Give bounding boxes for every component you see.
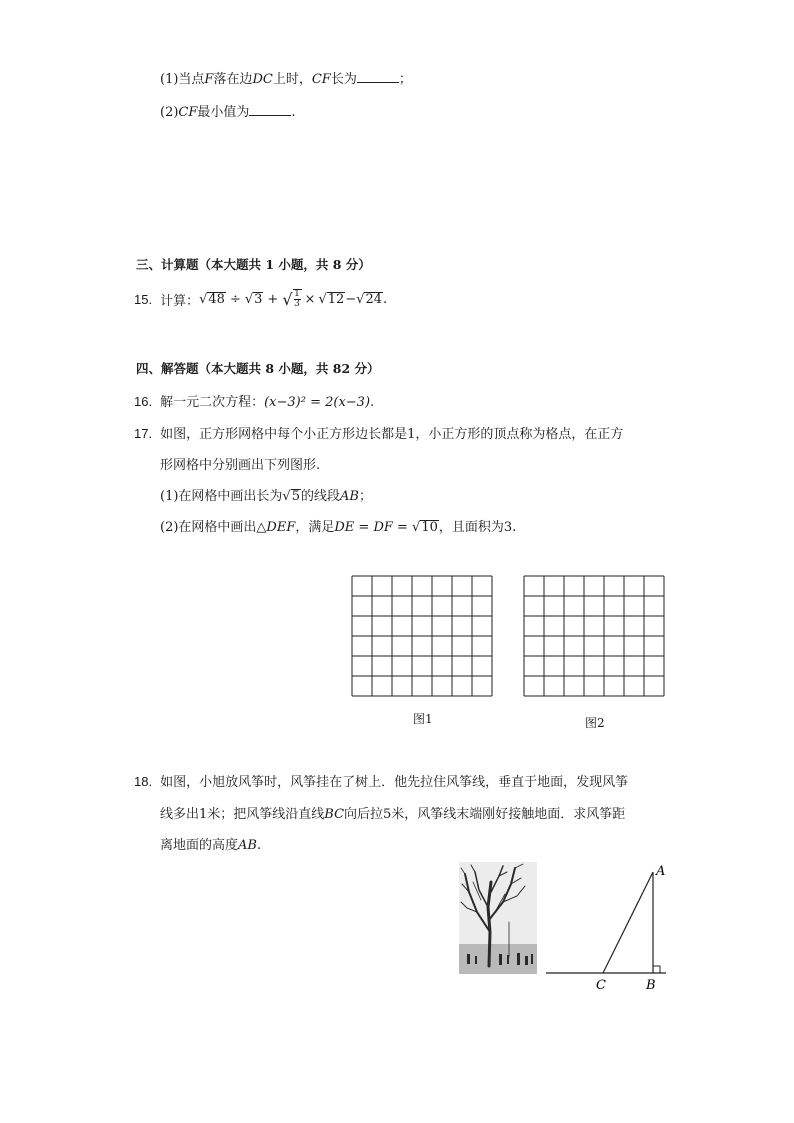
- right-angle-mark: [653, 966, 660, 973]
- q17-line2: 形网格中分别画出下列图形.: [160, 458, 321, 473]
- var-DC: DC: [252, 72, 273, 87]
- q17-number: 17.: [134, 426, 153, 441]
- var-DEF: DEF: [266, 520, 296, 535]
- label-A: A: [656, 864, 666, 879]
- q15-end: .: [383, 291, 388, 307]
- var-CF-2: CF: [178, 105, 198, 120]
- q18-text-1: 如图，小旭放风筝时，风筝挂在了树上．他先拉住风筝线，垂直于地面，发现风筝: [160, 775, 629, 790]
- label-C: C: [596, 978, 606, 993]
- kite-geometry-diagram: [540, 860, 680, 996]
- q16-equation: (x−3)² = 2(x−3): [264, 395, 371, 410]
- section4-heading: 四、解答题（本大题共 8 小题，共 82 分）: [136, 361, 380, 376]
- q14-p2-text: 最小值为: [197, 105, 250, 120]
- q17-p1-mid: 的线段: [301, 489, 341, 504]
- grid-figure-1[interactable]: [351, 575, 493, 697]
- var-AB-2: AB: [238, 838, 257, 853]
- grid-lines-2: [524, 576, 664, 696]
- op-minus: −: [345, 291, 357, 307]
- figure-2-caption: 图2: [585, 716, 605, 730]
- radicand-10: 10: [421, 520, 438, 535]
- op-divide: ÷: [229, 291, 241, 307]
- q17-p2-prefix: (2)在网格中画出△: [160, 520, 267, 535]
- q17-text-1: 如图，正方形网格中每个小正方形边长都是1，小正方形的顶点称为格点，在正方: [160, 427, 624, 442]
- q14-part2: [160, 101, 296, 120]
- radicand-3: 3: [254, 292, 263, 307]
- sqrt-sign-3: √: [282, 289, 293, 309]
- radicand-24: 24: [365, 292, 383, 307]
- sqrt-sign-5: √: [356, 291, 365, 307]
- label-B: B: [646, 978, 656, 993]
- q18-text-3-end: .: [256, 838, 262, 853]
- var-DE-DF: DE = DF =: [334, 520, 413, 535]
- q15-label: 计算：: [160, 293, 200, 309]
- radicand-5: 5: [291, 489, 300, 504]
- sqrt-sign-2: √: [244, 291, 254, 307]
- q17-p1-prefix: (1)在网格中画出长为: [160, 489, 283, 504]
- fraction-denominator: 3: [294, 299, 300, 309]
- q17-part2: [160, 516, 516, 535]
- grid-lines-1: [352, 576, 492, 696]
- q17-part1: [160, 485, 372, 504]
- q18-line1: [134, 771, 628, 790]
- op-plus: +: [267, 291, 279, 307]
- sqrt-sign-1: √: [199, 291, 208, 307]
- q14-p2-prefix: (2): [160, 105, 179, 120]
- q15-number: 15.: [134, 291, 153, 307]
- q14-p2-end: .: [291, 105, 296, 120]
- op-times: ×: [304, 291, 316, 307]
- answer-blank-2[interactable]: [249, 103, 291, 116]
- q18-line2: [160, 803, 625, 822]
- answer-blank-1[interactable]: [357, 70, 399, 83]
- sqrt-sign-4: √: [318, 291, 327, 307]
- segment-AC: [603, 872, 653, 973]
- q18-text-2a: 线多出1米；把风筝线沿直线: [160, 807, 325, 822]
- var-F: F: [204, 72, 214, 87]
- section3-heading: 三、计算题（本大题共 1 小题，共 8 分）: [136, 257, 371, 272]
- q18-number: 18.: [134, 774, 153, 789]
- q16-number: 16.: [134, 394, 153, 409]
- q18-line3: [160, 834, 261, 853]
- q17-p2-mid: ，满足: [295, 520, 335, 535]
- q18-text-3a: 离地面的高度: [160, 838, 239, 853]
- q14-p1-mid2: 上时，: [272, 72, 312, 87]
- q17-p1-end: ；: [358, 489, 372, 504]
- q16-text: 解一元二次方程：: [160, 395, 265, 410]
- radicand-48: 48: [208, 292, 225, 307]
- q18-text-2b: 向后拉5米，风筝线末端刚好接触地面．求风筝距: [344, 807, 626, 822]
- q16: [134, 391, 374, 410]
- q14-p1-suffix: 长为: [330, 72, 357, 87]
- q14-p1-end: ；: [398, 72, 412, 87]
- q17-line1: [134, 423, 623, 442]
- var-CF: CF: [311, 72, 331, 87]
- q15: [134, 289, 387, 309]
- radicand-12: 12: [327, 292, 345, 307]
- grid-figure-2[interactable]: [523, 575, 665, 697]
- q16-end: .: [370, 395, 375, 410]
- q17-p2-end: ，且面积为3.: [438, 520, 517, 535]
- q14-p1-mid: 落在边: [213, 72, 253, 87]
- radicand-fraction: [293, 289, 302, 309]
- q14-part1: [160, 68, 412, 87]
- sqrt-sign-6: √: [282, 489, 291, 504]
- figure-1-caption: 图1: [413, 712, 433, 726]
- kite-tree-photo: [459, 862, 537, 974]
- var-AB: AB: [340, 489, 359, 504]
- fraction-numerator: 1: [294, 289, 300, 299]
- sqrt-sign-7: √: [412, 520, 421, 535]
- var-BC: BC: [324, 807, 345, 822]
- q14-p1-prefix: (1)当点: [160, 72, 205, 87]
